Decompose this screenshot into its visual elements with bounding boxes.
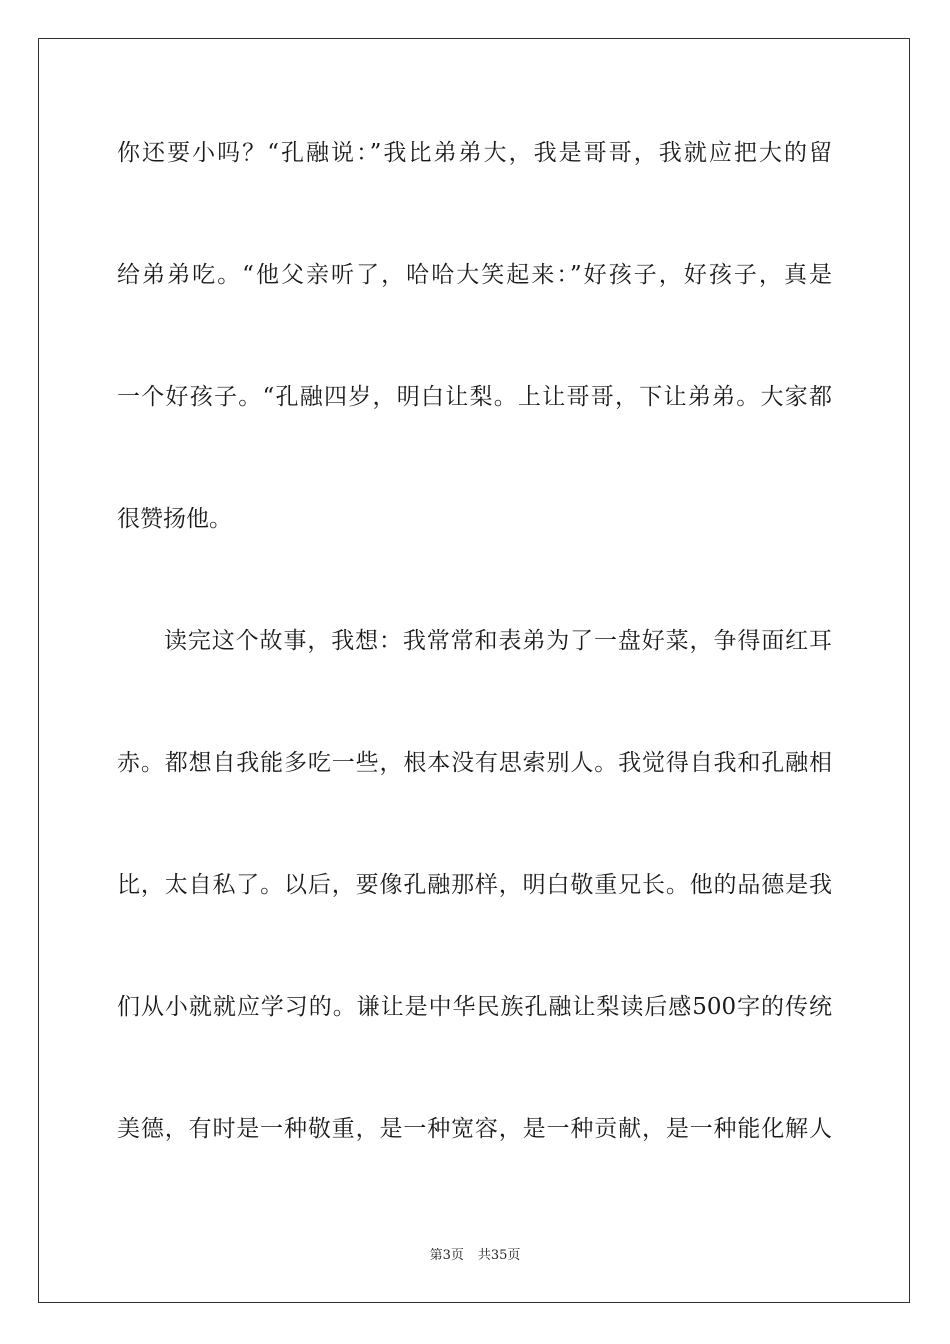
body-line-8: 们从小就就应学习的。谦让是中华民族孔融让梨读后感500字的传统 [117, 994, 832, 1020]
page-footer [0, 1247, 950, 1265]
body-line-1: 你还要小吗？“孔融说：”我比弟弟大，我是哥哥，我就应把大的留 [117, 140, 832, 166]
page-total: 共35页 [477, 1248, 521, 1263]
body-line-6: 赤。都想自我能多吃一些，根本没有思索别人。我觉得自我和孔融相 [117, 750, 832, 776]
body-line-4: 很赞扬他。 [117, 506, 232, 532]
body-line-5: 读完这个故事，我想：我常常和表弟为了一盘好菜，争得面红耳 [164, 628, 832, 654]
body-line-2: 给弟弟吃。“他父亲听了，哈哈大笑起来：”好孩子，好孩子，真是 [117, 262, 832, 288]
body-line-7: 比，太自私了。以后，要像孔融那样，明白敬重兄长。他的品德是我 [117, 872, 832, 898]
page-number: 第3页 [429, 1248, 464, 1263]
body-line-9: 美德，有时是一种敬重，是一种宽容，是一种贡献，是一种能化解人 [117, 1116, 832, 1142]
body-line-3: 一个好孩子。“孔融四岁，明白让梨。上让哥哥，下让弟弟。大家都 [117, 384, 832, 410]
